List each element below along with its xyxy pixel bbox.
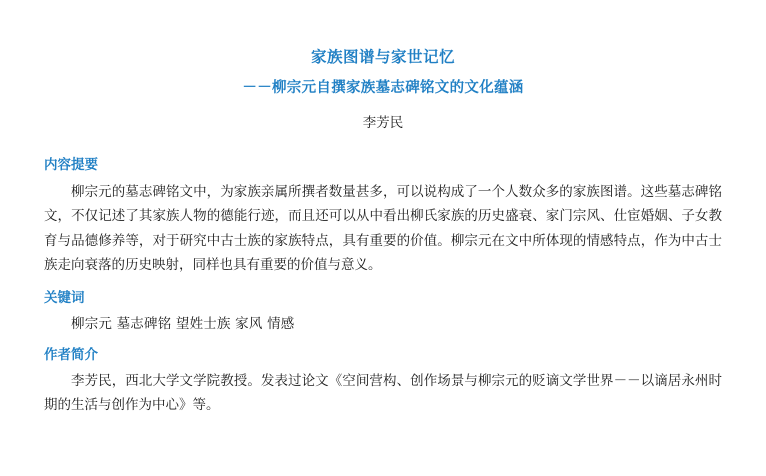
page-title: 家族图谱与家世记忆 [310, 48, 455, 66]
keywords-body: 柳宗元 墓志碑铭 望姓士族 家风 情感 [71, 316, 295, 332]
author-bio-section [44, 345, 722, 418]
keywords-heading: 关键词 [44, 289, 85, 306]
author-name: 李芳民 [362, 115, 404, 131]
keywords-section [44, 288, 722, 337]
abstract-section [44, 155, 722, 278]
abstract-heading: 内容提要 [44, 157, 98, 174]
page-subtitle: －－柳宗元自撰家族墓志碑铭文的文化蕴涵 [242, 80, 524, 97]
author-bio-body: 李芳民，西北大学文学院教授。发表过论文《空间营构、创作场景与柳宗元的贬谪文学世界－－以谪居永州时期的生活与创作为中心》等。 [44, 372, 722, 414]
author-bio-heading: 作者简介 [44, 346, 98, 363]
title-block [44, 0, 722, 133]
abstract-body: 柳宗元的墓志碑铭文中，为家族亲属所撰者数量甚多，可以说构成了一个人数众多的家族图谱。这些墓志碑铭文，不仅记述了其家族人物的德能行迹，而且还可以从中看出柳氏家族的历史盛衰、家门宗风、仕宦婚姻、子女教育与品德修养等，对于研究中古士族的家族特点，具有重要的价值。柳宗元在文中所体现的情感特点，作为中古士族走向衰落的历史映射，同样也具有重要的价值与意义。 [44, 183, 722, 274]
